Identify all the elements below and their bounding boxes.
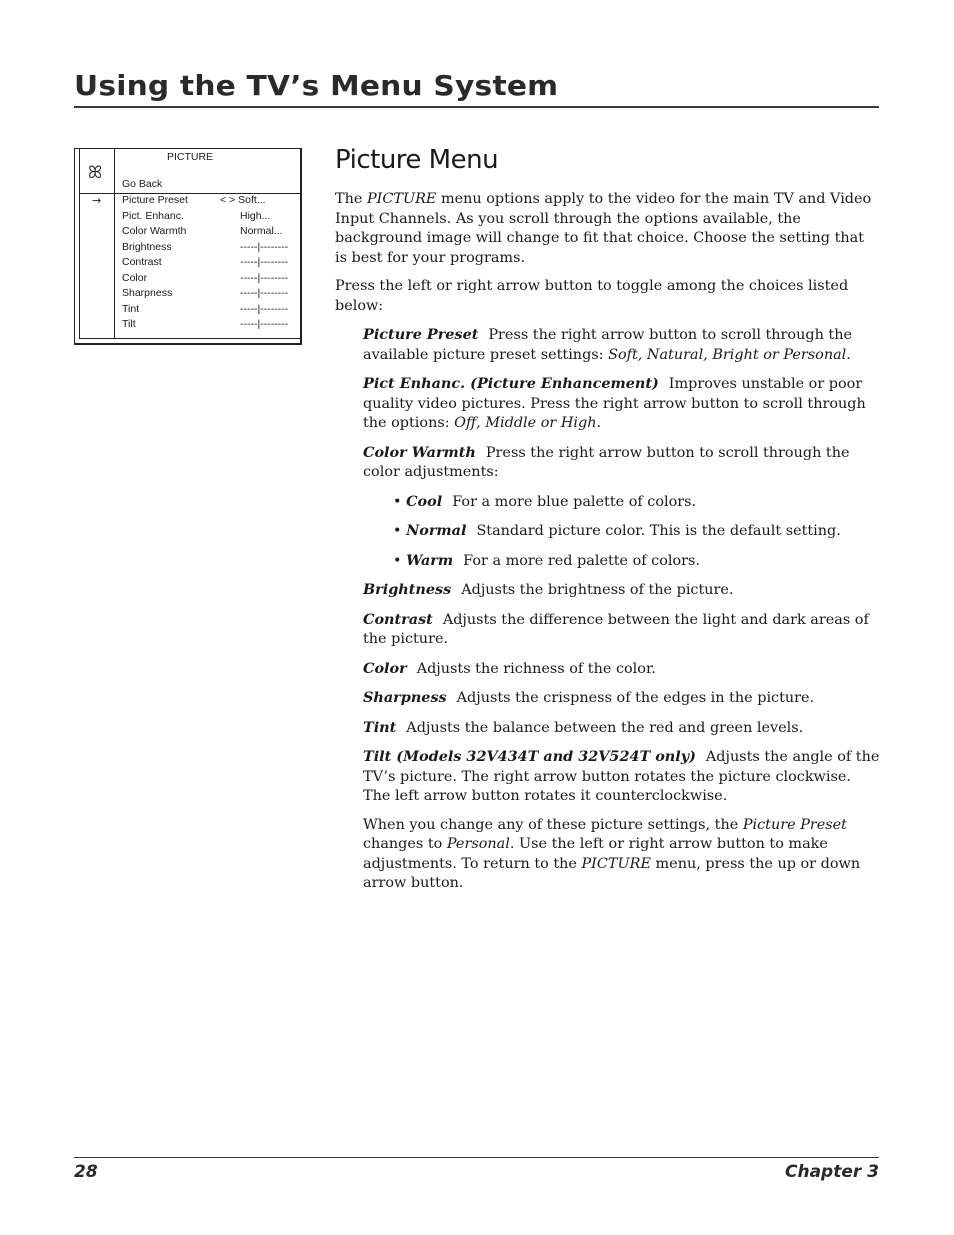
bullet-warm: • Warm For a more red palette of colors.	[393, 551, 701, 569]
menu-item-value: -----|--------	[240, 256, 289, 268]
term-label: Pict Enhanc. (Picture Enhancement)	[363, 375, 659, 392]
item-sharpness	[363, 688, 880, 709]
intro-paragraph	[335, 190, 880, 268]
menu-item-label: Tint	[122, 302, 140, 315]
butterfly-glyph-icon: ꕤ	[88, 163, 103, 183]
term-description: For a more blue palette of colors.	[452, 493, 697, 510]
menu-icon-column	[80, 149, 115, 338]
menu-item-value: -----|--------	[240, 240, 289, 253]
closing-emphasis: Picture Preset	[742, 816, 847, 833]
menu-item-label: Color	[122, 271, 148, 284]
term-label: Cool	[406, 492, 443, 510]
menu-item-go-back[interactable]: Go Back	[122, 178, 163, 190]
term-description: For a more red palette of colors.	[463, 552, 701, 569]
page-title: Using the TV’s Menu System	[74, 69, 559, 102]
menu-item-value: -----|--------	[240, 287, 289, 299]
term-description: Adjusts the balance between the red and green levels.	[406, 719, 804, 736]
closing-paragraph	[363, 816, 880, 894]
menu-title: PICTURE	[166, 151, 214, 163]
main-content	[335, 140, 880, 903]
toggle-paragraph: Press the left or right arrow button to toggle among the choices listed below:	[335, 278, 849, 314]
menu-item-label: Pict. Enhanc.	[122, 209, 184, 222]
term-description: Press the right arrow button to scroll through the color adjustments:	[363, 444, 850, 480]
term-label: Contrast	[363, 610, 433, 628]
page-header	[74, 66, 879, 108]
menu-item-label: Sharpness	[122, 287, 173, 299]
term-label: Tilt (Models 32V434T and 32V524T only)	[363, 748, 696, 765]
menu-item-value: High...	[240, 209, 271, 222]
menu-item-tint[interactable]	[122, 303, 296, 318]
page-number: 28	[74, 1162, 98, 1182]
menu-item-label: Brightness	[122, 240, 172, 253]
menu-panel	[79, 149, 300, 339]
page-footer	[74, 1157, 879, 1182]
closing-text: menu, press the up or down arrow button.	[363, 855, 861, 891]
term-description: Adjusts the richness of the color.	[416, 660, 656, 677]
term-description: Standard picture color. This is the default setting.	[476, 523, 841, 539]
term-label: Color	[363, 659, 407, 677]
term-emphasis: Off, Middle or High	[454, 415, 597, 431]
intro-emphasis: PICTURE	[366, 191, 437, 207]
menu-item-color[interactable]	[122, 272, 296, 287]
selection-arrow-icon: →	[92, 194, 102, 207]
menu-item-picture-preset[interactable]	[122, 194, 296, 209]
term-label: Tint	[363, 718, 397, 736]
term-label: Brightness	[363, 581, 452, 598]
term-description: Adjusts the difference between the light and dark areas of the picture.	[363, 611, 869, 647]
intro-text-cont: menu options apply to the video for the main TV and Video Input Channels. As you scroll through the options available, the background image will change to fit that choice. Choose the setting that is best for your programs.	[335, 191, 872, 266]
term-label: Color Warmth	[363, 443, 476, 461]
menu-item-pict-enhanc[interactable]	[122, 210, 296, 225]
menu-item-label: Color Warmth	[122, 225, 187, 237]
term-label: Sharpness	[363, 689, 447, 706]
item-contrast	[363, 610, 880, 650]
menu-item-value: -----|--------	[240, 318, 289, 330]
menu-item-label: Contrast	[122, 256, 162, 268]
picture-menu-screen	[74, 148, 302, 345]
closing-emphasis: Personal	[446, 836, 510, 852]
chapter-label: Chapter 3	[784, 1162, 879, 1182]
menu-item-value: -----|--------	[240, 271, 289, 284]
closing-text: . Use the left or right arrow button to make adjustments. To return to the	[363, 836, 828, 872]
item-brightness	[363, 580, 880, 601]
item-color-warmth	[363, 443, 880, 483]
item-pict-enhanc: Pict Enhanc. (Picture Enhancement) Improves unstable or poor quality video pictures. Press the right arrow button to scroll through the options: Off, Middle or High.	[363, 375, 866, 431]
menu-item-sharpness[interactable]	[122, 287, 296, 302]
term-label: Normal	[406, 522, 467, 539]
item-tint	[363, 718, 880, 739]
bullet-cool: • Cool For a more blue palette of colors.	[393, 492, 697, 510]
menu-item-label: Tilt	[122, 318, 136, 330]
term-description: Adjusts the angle of the TV’s picture. The right arrow button rotates the picture clockwise. The left arrow button rotates it counterclockwise.	[363, 749, 880, 804]
item-color	[363, 659, 880, 680]
item-tilt	[363, 747, 880, 807]
bullet-normal: • Normal Standard picture color. This is the default setting.	[393, 522, 841, 539]
menu-item-value: Normal...	[240, 225, 283, 237]
menu-item-contrast[interactable]	[122, 256, 296, 271]
menu-item-value: -----|--------	[240, 302, 289, 315]
menu-item-color-warmth[interactable]	[122, 225, 296, 240]
closing-text: When you change any of these picture settings, the	[363, 816, 743, 833]
term-description: Adjusts the brightness of the picture.	[461, 582, 734, 598]
item-picture-preset: Picture Preset Press the right arrow button to scroll through the available picture preset settings: Soft, Natural, Bright or Personal.	[363, 326, 852, 363]
closing-emphasis: PICTURE	[581, 855, 651, 872]
intro-text: The	[335, 191, 367, 207]
term-label: Picture Preset	[363, 326, 479, 343]
closing-text: changes to	[363, 836, 447, 852]
term-description: Adjusts the crispness of the edges in the picture.	[456, 690, 815, 706]
term-emphasis: Soft, Natural, Bright or Personal	[608, 346, 847, 363]
term-description: Improves unstable or poor quality video pictures. Press the right arrow button to scroll through the options:	[363, 376, 866, 431]
menu-item-brightness[interactable]	[122, 241, 296, 256]
term-description: Press the right arrow button to scroll through the available picture preset settings:	[363, 327, 852, 363]
menu-item-label: Picture Preset	[122, 194, 188, 206]
section-heading: Picture Menu	[335, 145, 499, 175]
menu-item-tilt[interactable]	[122, 318, 296, 333]
term-label: Warm	[406, 551, 454, 569]
menu-item-value: < > Soft...	[220, 194, 266, 206]
